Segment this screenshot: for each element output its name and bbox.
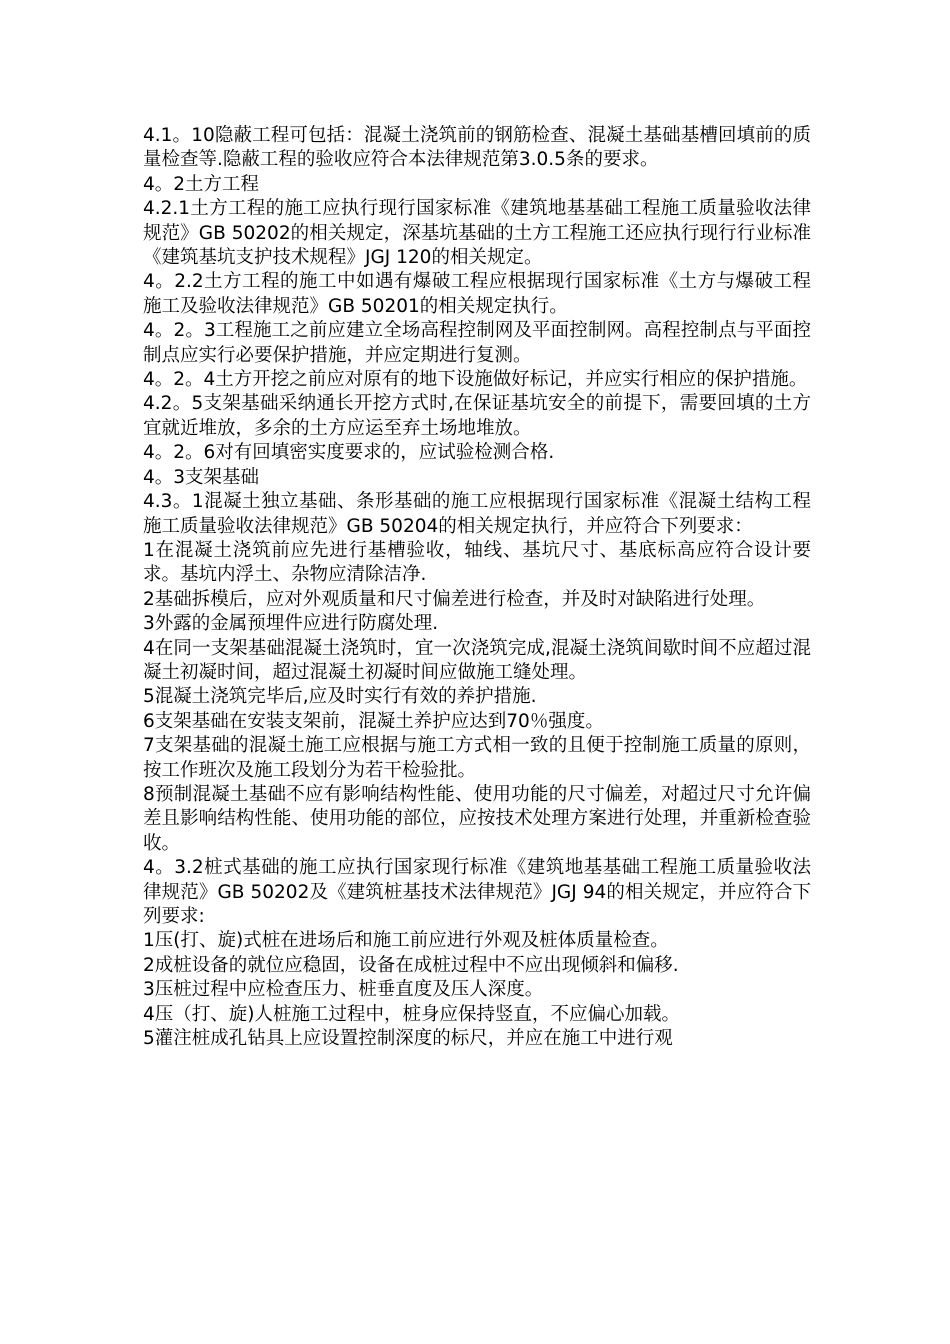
paragraph-4-2-2: 4。2.2土方工程的施工中如遇有爆破工程应根据现行国家标准《土方与爆破工程施工及验收法律规范》GB 50201的相关规定执行。 <box>143 271 811 317</box>
paragraph-4-2-5: 4.2。5支架基础采纳通长开挖方式时,在保证基坑安全的前提下，需要回填的土方宜就近堆放，多余的土方应运至弃土场地堆放。 <box>143 393 811 439</box>
list-item-4-3-1-5: 5混凝土浇筑完毕后,应及时实行有效的养护措施. <box>143 686 537 708</box>
list-item-4-3-1-8: 8预制混凝土基础不应有影响结构性能、使用功能的尺寸偏差，对超过尺寸允许偏差且影响结构性能、使用功能的部位，应按技术处理方案进行处理，并重新检查验收。 <box>143 783 811 854</box>
list-item-4-3-1-7: 7支架基础的混凝土施工应根据与施工方式相一致的且便于控制施工质量的原则，按工作班次及施工段划分为若干检验批。 <box>143 735 811 781</box>
paragraph-4-2-4: 4。2。4土方开挖之前应对原有的地下设施做好标记，并应实行相应的保护措施。 <box>143 369 808 391</box>
list-item-4-3-2-5: 5灌注桩成孔钻具上应设置控制深度的标尺，并应在施工中进行观 <box>143 1028 673 1050</box>
list-item-4-3-2-3: 3压桩过程中应检查压力、桩垂直度及压人深度。 <box>143 979 544 1001</box>
paragraph-4-2-1: 4.2.1土方工程的施工应执行现行国家标准《建筑地基基础工程施工质量验收法律规范》GB 50202的相关规定，深基坑基础的土方工程施工还应执行现行行业标准《建筑基坑支护技术规程》JGJ 120的相关规定。 <box>143 198 811 269</box>
list-item-4-3-2-4: 4压（打、旋)人桩施工过程中，桩身应保持竖直，不应偏心加载。 <box>143 1003 680 1025</box>
list-item-4-3-1-2: 2基础拆模后，应对外观质量和尺寸偏差进行检查，并及时对缺陷进行处理。 <box>143 588 766 610</box>
document-page <box>143 124 811 1051</box>
list-item-4-3-1-6: 6支架基础在安装支架前，混凝土养护应达到70％强度。 <box>143 710 604 732</box>
paragraph-4-3-1: 4.3。1混凝土独立基础、条形基础的施工应根据现行国家标准《混凝土结构工程施工质量验收法律规范》GB 50204的相关规定执行，并应符合下列要求： <box>143 491 811 537</box>
heading-4-2-earthwork: 4。2土方工程 <box>143 173 260 195</box>
paragraph-4-1-10: 4.1。10隐蔽工程可包括：混凝土浇筑前的钢筋检查、混凝土基础基槽回填前的质量检查等.隐蔽工程的验收应符合本法律规范第3.0.5条的要求。 <box>143 125 811 171</box>
list-item-4-3-1-3: 3外露的金属预埋件应进行防腐处理. <box>143 613 439 635</box>
list-item-4-3-1-1: 1在混凝土浇筑前应先进行基槽验收，轴线、基坑尺寸、基底标高应符合设计要求。基坑内浮土、杂物应清除洁净. <box>143 539 811 586</box>
heading-4-3-support-foundation: 4。3支架基础 <box>143 466 260 488</box>
paragraph-4-2-3: 4。2。3工程施工之前应建立全场高程控制网及平面控制网。高程控制点与平面控制点应实行必要保护措施，并应定期进行复测。 <box>143 320 811 366</box>
paragraph-4-2-6: 4。2。6对有回填密实度要求的，应试验检测合格. <box>143 442 555 464</box>
paragraph-4-3-2: 4。3.2桩式基础的施工应执行国家现行标准《建筑地基基础工程施工质量验收法律规范》GB 50202及《建筑桩基技术法律规范》JGJ 94的相关规定，并应符合下列要求: <box>143 857 811 927</box>
list-item-4-3-2-2: 2成桩设备的就位应稳固，设备在成桩过程中不应出现倾斜和偏移. <box>143 954 679 976</box>
list-item-4-3-1-4: 4在同一支架基础混凝土浇筑时，宜一次浇筑完成,混凝土浇筑间歇时间不应超过混凝土初凝时间，超过混凝土初凝时间应做施工缝处理。 <box>143 637 811 683</box>
list-item-4-3-2-1: 1压(打、旋)式桩在进场后和施工前应进行外观及桩体质量检查。 <box>143 930 669 952</box>
